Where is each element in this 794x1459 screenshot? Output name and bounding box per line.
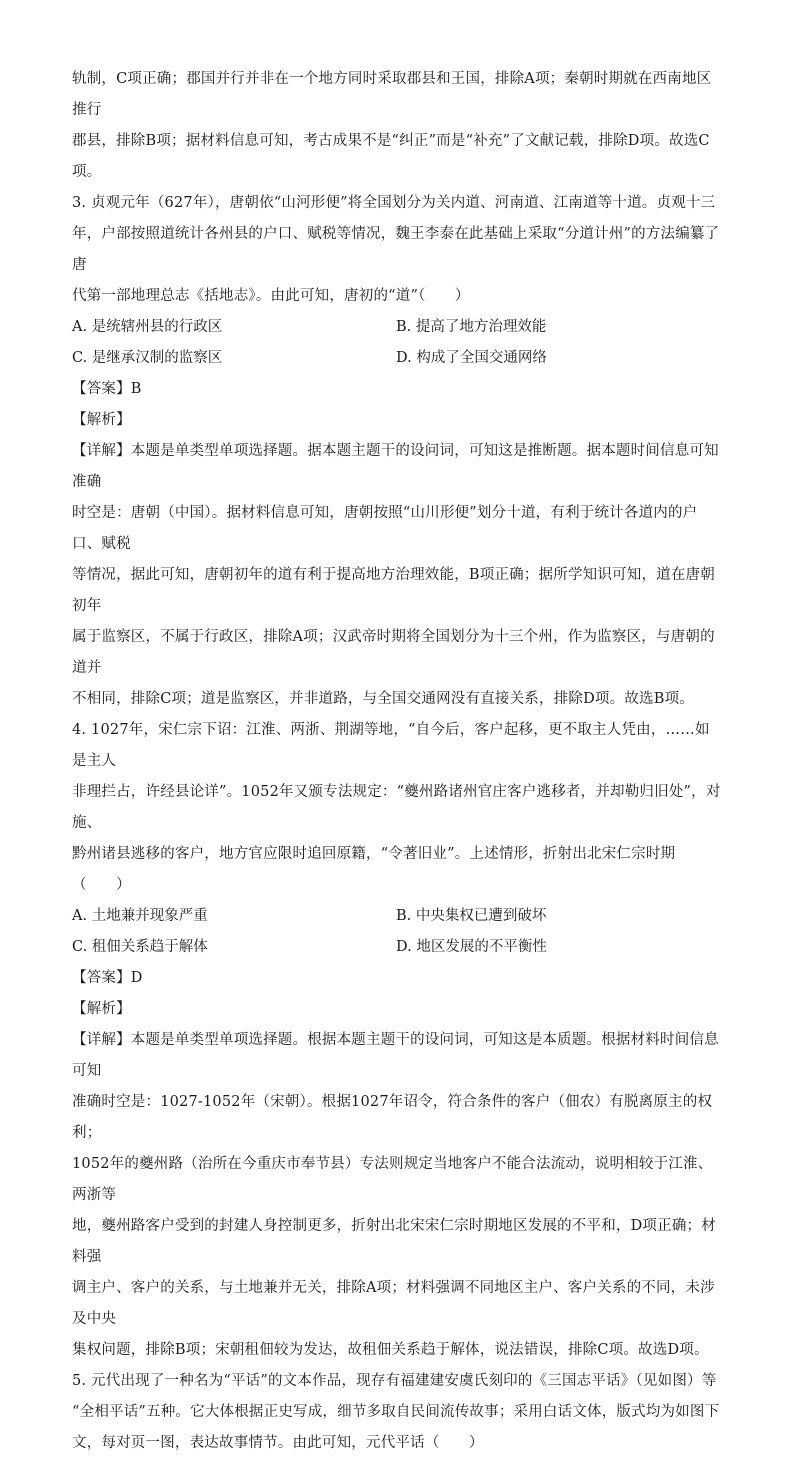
detail-line: 【详解】本题是单类型单项选择题。据本题主题干的设问词，可知这是推断题。据本题时间信息可知准确 [72,443,719,490]
detail-line: 调主户、客户的关系，与土地兼并无关，排除A项；材料强调不同地区主户、客户关系的不同，未涉及中央 [72,1280,715,1327]
detail-line: 等情况，据此可知，唐朝初年的道有利于提高地方治理效能，B项正确；据所学知识可知，道在唐朝初年 [72,567,715,614]
option-a: A. 土地兼并现象严重 [72,908,208,924]
option-b: B. 提高了地方治理效能 [396,319,547,335]
question-stem-line: 非理拦占，许经县论详”。1052年又颁专法规定：“夔州路诸州官庄客户逃移者，并却勒归旧处”，对施、 [72,784,721,831]
text-line: 郡县，排除B项；据材料信息可知，考古成果不是“纠正”而是“补充”了文献记载，排除D项。故选C [72,133,710,149]
option-d: D. 构成了全国交通网络 [396,350,547,366]
question-stem-line: 年，户部按照道统计各州县的户口、赋税等情况，魏王李泰在此基础上采取“分道计州”的方法编纂了唐 [72,226,720,273]
detail-line: 不相同，排除C项；道是监察区，并非道路，与全国交通网没有直接关系，排除D项。故选B项。 [72,691,694,707]
option-c: C. 租佃关系趋于解体 [72,939,208,955]
option-a: A. 是统辖州县的行政区 [72,319,223,335]
options-row [72,901,724,932]
option-d: D. 地区发展的不平衡性 [396,939,547,955]
options-row [72,932,724,963]
detail-line: 1052年的夔州路（治所在今重庆市奉节县）专法则规定当地客户不能合法流动，说明相较于江淮、两浙等 [72,1156,713,1203]
text-line: 项。 [72,164,102,180]
option-b: B. 中央集权已遭到破坏 [396,908,547,924]
question-stem-line: “全相平话”五种。它大体根据正史写成，细节多取自民间流传故事；采用白话文体，版式均为如图下 [72,1404,720,1420]
answer-label: 【答案】D [72,970,143,986]
option-c: C. 是继承汉制的监察区 [72,350,223,366]
question-stem-line: 5. 元代出现了一种名为“平话”的文本作品，现存有福建建安虞氏刻印的《三国志平话》（见如图）等 [72,1373,717,1389]
detail-line: 【详解】本题是单类型单项选择题。根据本题主题干的设问词，可知这是本质题。根据材料时间信息可知 [72,1032,719,1079]
detail-line: 准确时空是：1027-1052年（宋朝）。根据1027年诏令，符合条件的客户（佃农）有脱离原主的权利； [72,1094,713,1141]
detail-line: 属于监察区，不属于行政区，排除A项；汉武帝时期将全国划分为十三个州，作为监察区，与唐朝的道并 [72,629,715,676]
text-line: 轨制，C项正确；郡国并行并非在一个地方同时采取郡县和王国，排除A项；秦朝时期就在西南地区推行 [72,71,712,118]
detail-line: 集权问题，排除B项；宋朝租佃较为发达，故租佃关系趋于解体，说法错误，排除C项。故选D项。 [72,1342,709,1358]
question-4 [72,715,724,1366]
options-row [72,312,724,343]
question-5 [72,1366,724,1459]
question-stem-line: 4. 1027年，宋仁宗下诏：江淮、两浙、荆湖等地，“自今后，客户起移，更不取主人凭由，……如是主人 [72,722,710,769]
question-stem-line: 文，每对页一图，表达故事情节。由此可知，元代平话（ ） [72,1435,484,1451]
question-stem-line: 代第一部地理总志《括地志》。由此可知，唐初的“道”（ ） [72,288,470,304]
analysis-label: 【解析】 [72,412,131,428]
answer-label: 【答案】B [72,381,142,397]
analysis-label: 【解析】 [72,1001,131,1017]
options-row [72,343,724,374]
page-content [72,64,724,1459]
detail-line: 时空是：唐朝（中国）。据材料信息可知，唐朝按照“山川形便”划分十道，有利于统计各道内的户口、赋税 [72,505,698,552]
question-stem-line: 黔州诸县逃移的客户，地方官应限时追回原籍，“令著旧业”。上述情形，折射出北宋仁宗时期（ ） [72,846,676,893]
question-stem-line: 3. 贞观元年（627年），唐朝依“山河形便”将全国划分为关内道、河南道、江南道等十道。贞观十三 [72,195,716,211]
question-3 [72,188,724,715]
detail-line: 地，夔州路客户受到的封建人身控制更多，折射出北宋宋仁宗时期地区发展的不平和，D项正确；材料强 [72,1218,716,1265]
q2-analysis-continuation [72,64,724,188]
